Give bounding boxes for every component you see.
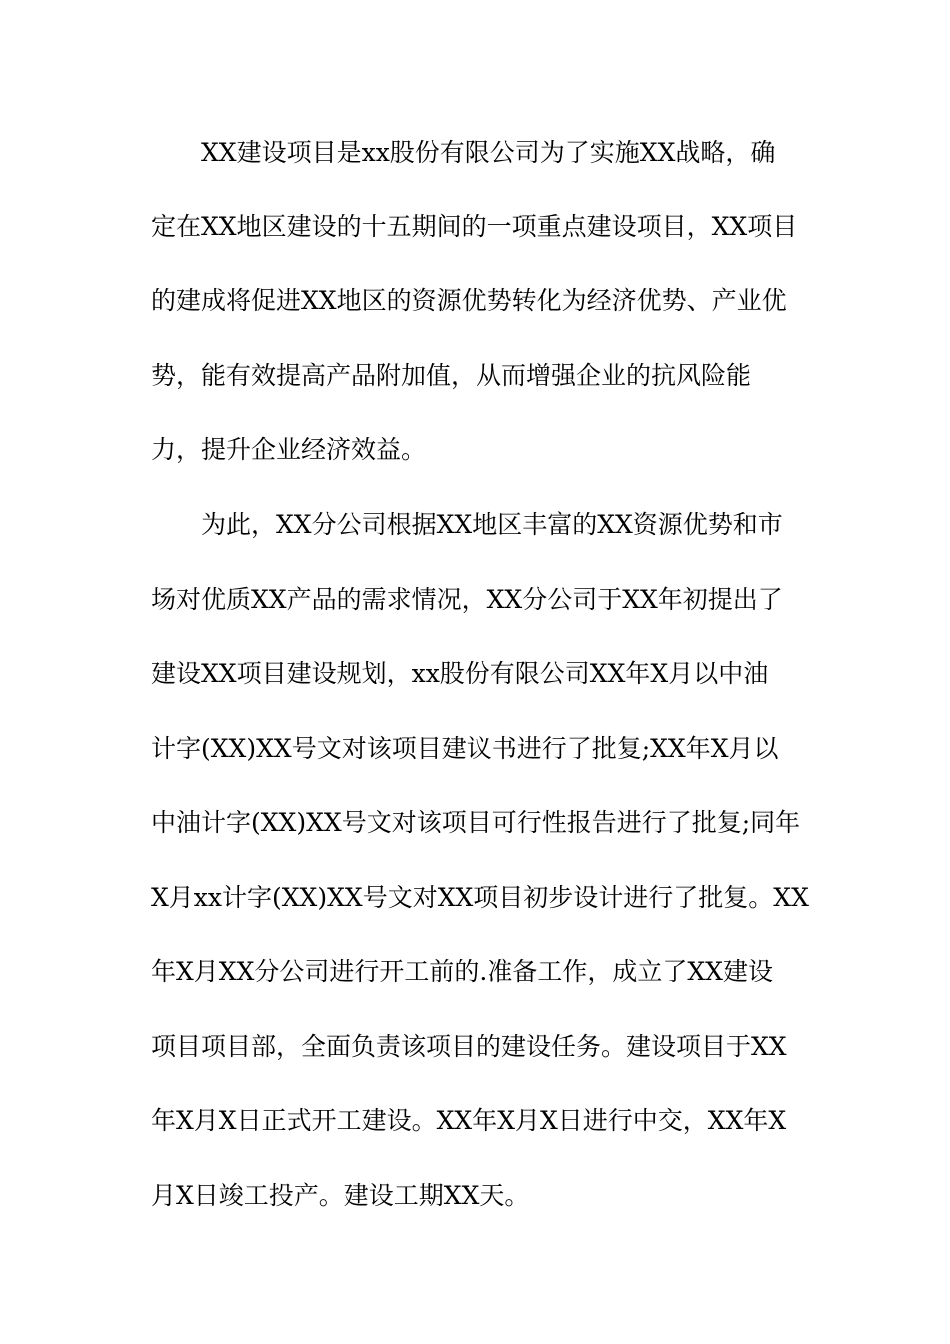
paragraph-1-line-3: 的建成将促进XX地区的资源优势转化为经济优势、产业优	[151, 286, 787, 315]
paragraph-2-line-10: 月X日竣工投产。建设工期XX天。	[151, 1181, 530, 1210]
paragraph-2-line-2: 场对优质XX产品的需求情况，XX分公司于XX年初提出了	[151, 585, 783, 614]
paragraph-2-line-9: 年X月X日正式开工建设。XX年X月X日进行中交，XX年X	[151, 1106, 787, 1135]
paragraph-2-line-1: 为此，XX分公司根据XX地区丰富的XX资源优势和市	[201, 510, 783, 539]
paragraph-2-line-8: 项目项目部，全面负责该项目的建设任务。建设项目于XX	[151, 1032, 787, 1061]
paragraph-2-line-4: 计字(XX)XX号文对该项目建议书进行了批复;XX年X月以	[151, 734, 779, 763]
paragraph-2-line-3: 建设XX项目建设规划，xx股份有限公司XX年X月以中油	[151, 659, 769, 688]
paragraph-2-line-6: X月xx计字(XX)XX号文对XX项目初步设计进行了批复。XX	[151, 883, 809, 912]
paragraph-1-line-4: 势，能有效提高产品附加值，从而增强企业的抗风险能	[151, 361, 752, 390]
paragraph-1-line-1: XX建设项目是xx股份有限公司为了实施XX战略，确	[201, 138, 776, 167]
paragraph-2-line-7: 年X月XX分公司进行开工前的.准备工作，成立了XX建设	[151, 957, 773, 986]
paragraph-1-line-5: 力，提升企业经济效益。	[151, 435, 427, 464]
paragraph-2-line-5: 中油计字(XX)XX号文对该项目可行性报告进行了批复;同年	[151, 808, 801, 837]
paragraph-1-line-2: 定在XX地区建设的十五期间的一项重点建设项目，XX项目	[151, 212, 798, 241]
